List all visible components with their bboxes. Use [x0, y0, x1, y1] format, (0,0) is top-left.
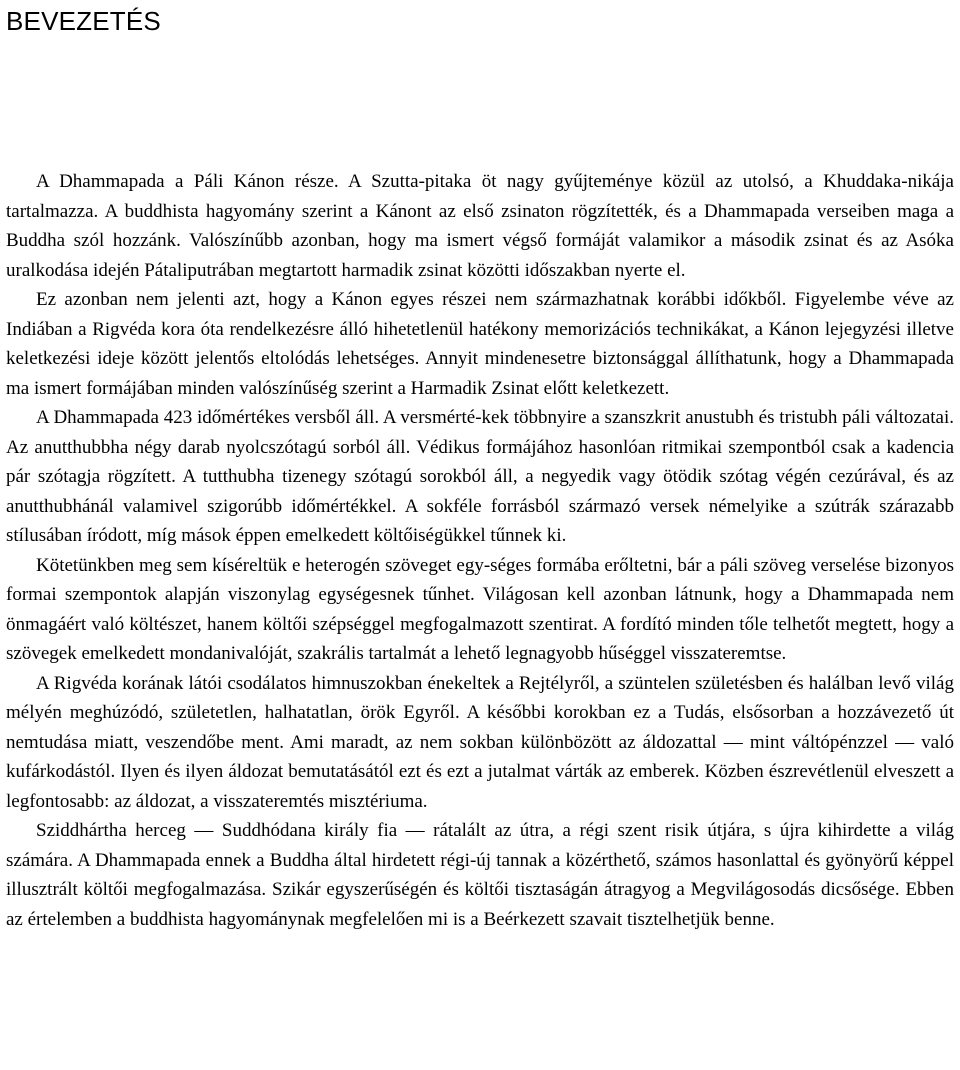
- page-title: BEVEZETÉS: [6, 6, 161, 36]
- paragraph-5: A Rigvéda korának látói csodálatos himnuszokban énekeltek a Rejtélyről, a szüntelen születésben és halálban levő világ mélyén meghúzódó, születetlen, halhatatlan, örök Egyről. A későbbi korokban ez a Tudás, elsősorban a hozzávezető út nemtudása miatt, veszendőbe ment. Ami maradt, az nem sokban különbözött az áldozattal — mint váltópénzzel — való kufárkodástól. Ilyen és ilyen áldozat bemutatásától ezt és ezt a jutalmat várták az emberek. Közben észrevétlenül elveszett a legfontosabb: az áldozat, a visszateremtés misztériuma.: [6, 672, 954, 812]
- paragraph-1: A Dhammapada a Páli Kánon része. A Szutta-pitaka öt nagy gyűjteménye közül az utolsó, a Khuddaka-nikája tartalmazza. A buddhista hagyomány szerint a Kánont az első zsinaton rögzítették, és a Dhammapada verseiben maga a Buddha szól hozzánk. Valószínűbb azonban, hogy ma ismert végső formáját valamikor a második zsinat és az Asóka uralkodása idején Pátaliputrában megtartott harmadik zsinat közötti időszakban nyerte el.: [6, 171, 954, 281]
- body-text: [6, 167, 954, 934]
- paragraph-2: Ez azonban nem jelenti azt, hogy a Kánon egyes részei nem származhatnak korábbi időkből. Figyelembe véve az Indiában a Rigvéda kora óta rendelkezésre álló hihetetlenül hatékony memorizációs technikákat, a Kánon lejegyzési illetve keletkezési ideje között jelentős eltolódás lehetséges. Annyit mindenesetre biztonsággal állíthatunk, hogy a Dhammapada ma ismert formájában minden valószínűség szerint a Harmadik Zsinat előtt keletkezett.: [6, 289, 954, 399]
- paragraph-6: Sziddhártha herceg — Suddhódana király fia — rátalált az útra, a régi szent risik útjára, s újra kihirdette a világ számára. A Dhammapada ennek a Buddha által hirdetett régi-új tannak a közérthető, számos hasonlattal és gyönyörű képpel illusztrált költői megfogalmazása. Szikár egyszerűségén és költői tisztaságán átragyog a Megvilágosodás dicsősége. Ebben az értelemben a buddhista hagyománynak megfelelően mi is a Beérkezett szavait tisztelhetjük benne.: [6, 820, 954, 930]
- paragraph-3: A Dhammapada 423 időmértékes versből áll. A versmérté-kek többnyire a szanszkrit anustubh és tristubh páli változatai. Az anutthubbha négy darab nyolcszótagú sorból áll. Védikus formájához hasonlóan ritmikai szempontból csak a kadencia pár szótagja rögzített. A tutthubha tizenegy szótagú sorokból áll, a negyedik vagy ötödik szótag végén cezúrával, és az anutthubhánál valamivel szigorúbb időmértékkel. A sokféle forrásból származó versek némelyike a szútrák szárazabb stílusában íródott, míg mások éppen emelkedett költőiségükkel tűnnek ki.: [6, 407, 954, 546]
- paragraph-4: Kötetünkben meg sem kíséreltük e heterogén szöveget egy-séges formába erőltetni, bár a páli szöveg verselése bizonyos formai szempontok alapján viszonylag egységesnek tűnhet. Világosan kell azonban látnunk, hogy a Dhammapada nem önmagáért való költészet, hanem költői szépséggel megfogalmazott szentirat. A fordító minden tőle telhetőt megtett, hogy a szövegek emelkedett mondanivalóját, szakrális tartalmát a lehető legnagyobb hűséggel visszateremtse.: [6, 554, 954, 664]
